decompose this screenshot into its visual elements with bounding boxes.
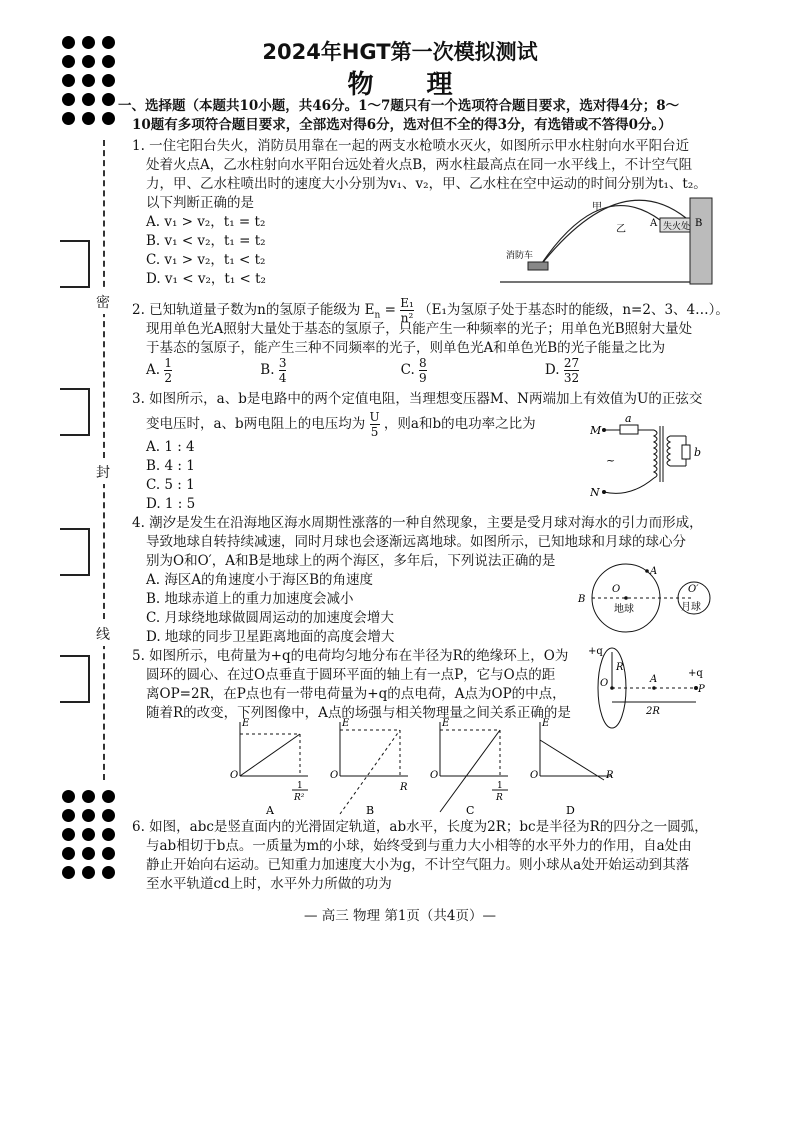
label-point-charge: +q bbox=[688, 668, 703, 679]
svg-text:E: E bbox=[442, 718, 450, 729]
graph-c bbox=[430, 718, 508, 817]
school-field-box bbox=[60, 528, 90, 576]
q1-text: 处着火点A，乙水柱射向水平阳台远处着火点B，两水柱最高点在同一水平线上，不计空气阻 bbox=[146, 157, 693, 173]
q2-line1a: 2. 已知轨道量子数为n的氢原子能级为 E bbox=[132, 302, 375, 318]
name-field-box bbox=[60, 240, 90, 288]
q6-text: 与ab相切于b点。一质量为m的小球，始终受到与重力大小相等的水平外力的作用，自a处由 bbox=[146, 838, 692, 854]
exam-subject: 物 理 bbox=[347, 70, 475, 100]
label-b: B bbox=[578, 594, 586, 605]
graph-a bbox=[230, 718, 308, 817]
q2-option-b: B. $\frac{3}{4}$ bbox=[260, 356, 287, 385]
q2-option-d: D. $\frac{27}{32}$ bbox=[544, 356, 580, 385]
q3-text: 3. 如图所示，a、b是电路中的两个定值电阻，当理想变压器M、N两端加上有效值为U的正弦交 bbox=[132, 391, 703, 407]
label-yi: 乙 bbox=[616, 224, 626, 235]
q5-text: 离OP=2R，在P点也有一带电荷量为+q的点电荷，A点为OP的中点， bbox=[146, 686, 566, 702]
q4-text: 导致地球自转持续减速，同时月球也会逐渐远离地球。如图所示，已知地球和月球的球心分 bbox=[146, 534, 686, 550]
svg-text:R²: R² bbox=[294, 793, 305, 803]
q4-option-a: A. 海区A的角速度小于海区B的角速度 bbox=[146, 572, 374, 588]
q3-option-a: A. 1 : 4 bbox=[146, 439, 195, 455]
q2-energy-fraction: $\frac{\text{E₁}}{\text{n²}}$ bbox=[400, 296, 414, 325]
q2-option-a: A. $\frac{1}{2}$ bbox=[146, 356, 172, 385]
graph-b-label: B bbox=[366, 804, 375, 817]
class-field-box bbox=[60, 388, 90, 436]
q5-text: 圆环的圆心、在过O点垂直于圆环平面的轴上有一点P，它与O点的距 bbox=[146, 667, 556, 683]
q4-text: 4. 潮汐是发生在沿海地区海水周期性涨落的一种自然现象，主要是受月球对海水的引力而形成， bbox=[132, 515, 703, 531]
binding-dots-bottom bbox=[62, 790, 116, 879]
label-2r: 2R bbox=[646, 706, 660, 717]
q6-text: 至水平轨道cd上时，水平外力所做的功为 bbox=[146, 876, 392, 892]
ac-source: ~ bbox=[606, 454, 616, 467]
q1-option-d: D. v₁ < v₂，t₁ < t₂ bbox=[146, 271, 266, 287]
graph-c-line bbox=[440, 730, 500, 812]
graph-b-line bbox=[340, 730, 400, 814]
q2-text: 于基态的氢原子，能产生三种不同频率的光子，则单色光A和单色光B的光子能量之比为 bbox=[146, 340, 666, 356]
svg-text:E: E bbox=[542, 718, 550, 729]
q1-option-c: C. v₁ > v₂，t₁ < t₂ bbox=[146, 252, 266, 268]
water-jet-yi bbox=[540, 200, 686, 266]
svg-text:R: R bbox=[606, 770, 614, 781]
graph-b bbox=[330, 718, 408, 817]
q1-option-a: A. v₁ > v₂，t₁ = t₂ bbox=[146, 214, 266, 230]
svg-text:O: O bbox=[230, 770, 239, 781]
svg-text:1: 1 bbox=[497, 781, 503, 791]
svg-text:O: O bbox=[530, 770, 539, 781]
q2-option-c: C. $\frac{8}{9}$ bbox=[400, 356, 427, 385]
graph-a-label: A bbox=[266, 804, 274, 817]
exam-title: 2024年HGT第一次模拟测试 bbox=[262, 40, 538, 64]
q3-option-d: D. 1 : 5 bbox=[146, 496, 196, 512]
fire-truck bbox=[528, 262, 548, 270]
q4-option-d: D. 地球的同步卫星距离地面的高度会增大 bbox=[146, 629, 395, 645]
q3-circuit bbox=[590, 412, 720, 504]
water-jet-jia bbox=[540, 206, 660, 266]
secondary-coil bbox=[667, 436, 670, 466]
label-a: A bbox=[650, 674, 658, 685]
q2-text: 现用单色光A照射大量处于基态的氢原子，只能产生一种频率的光子；用单色光B照射大量处 bbox=[146, 321, 693, 337]
q5-text: 随着R的改变，下列图像中，A点的场强与相关物理量之间关系正确的是 bbox=[146, 705, 571, 721]
building bbox=[690, 198, 712, 284]
q4-option-c: C. 月球绕地球做圆周运动的加速度会增大 bbox=[146, 610, 394, 626]
label-jia: 甲 bbox=[592, 202, 602, 213]
label-truck: 消防车 bbox=[506, 251, 534, 261]
seal-word-xian: 线 bbox=[96, 622, 110, 646]
label-o: O bbox=[612, 584, 621, 595]
q1-text: 力，甲、乙水柱喷出时的速度大小分别为v₁、v₂，甲、乙水柱在空中运动的时间分别为t₁、t₂。 bbox=[146, 176, 707, 192]
page-footer: — 高三 物理 第1页（共4页）— bbox=[303, 908, 497, 924]
q5-text: 5. 如图所示，电荷量为+q的电荷均匀地分布在半径为R的绝缘环上，O为 bbox=[132, 648, 569, 664]
q1-option-b: B. v₁ < v₂，t₁ = t₂ bbox=[146, 233, 266, 249]
label-o-prime: O′ bbox=[688, 584, 699, 595]
q1-text: 以下判断正确的是 bbox=[146, 195, 254, 211]
q4-text: 别为O和O′，A和B是地球上的两个海区，多年后，下列说法正确的是 bbox=[146, 553, 556, 569]
q3-fraction: $\frac{U}{5}$ bbox=[369, 410, 380, 439]
label-moon: 月球 bbox=[681, 602, 701, 613]
label-b: b bbox=[694, 446, 702, 459]
section-heading: 一、选择题（本题共10小题，共46分。1～7题只有一个选项符合题目要求，选对得4分；8～ bbox=[118, 98, 680, 114]
graph-c-label: C bbox=[466, 804, 475, 817]
svg-text:O: O bbox=[430, 770, 439, 781]
svg-text:O: O bbox=[330, 770, 339, 781]
label-a: a bbox=[625, 412, 632, 425]
q4-option-b: B. 地球赤道上的重力加速度会减小 bbox=[146, 591, 354, 607]
label-a: A bbox=[650, 218, 658, 229]
label-b: B bbox=[695, 218, 703, 229]
primary-coil bbox=[654, 430, 657, 478]
svg-text:E: E bbox=[342, 718, 350, 729]
q6-text: 6. 如图，abc是竖直面内的光滑固定轨道，ab水平，长度为2R；bc是半径为R的四分之一圆弧， bbox=[132, 819, 708, 835]
id-field-box bbox=[60, 655, 90, 703]
q2-options bbox=[146, 356, 579, 385]
q3-line2a: 变电压时，a、b两电阻上的电压均为 bbox=[146, 416, 366, 432]
svg-text:1: 1 bbox=[297, 781, 303, 791]
label-n: N bbox=[590, 486, 600, 499]
label-earth: 地球 bbox=[614, 604, 634, 615]
seal-word-feng: 封 bbox=[96, 460, 110, 484]
label-p: P bbox=[698, 684, 705, 695]
seal-word-mi: 密 bbox=[96, 290, 110, 314]
label-a: A bbox=[650, 566, 658, 577]
q3-line2b: ，则a和b的电功率之比为 bbox=[383, 416, 536, 432]
label-fire: 失火处 bbox=[663, 222, 691, 232]
section-heading-2: 10题有多项符合题目要求，全部选对得6分，选对但不全的得3分，有选错或不答得0分。） bbox=[132, 117, 672, 133]
q4-figure bbox=[576, 562, 720, 636]
q2-text: 2. 已知轨道量子数为n的氢原子能级为 $E_n$ = $\frac{\text{E₁}}{\text{n²}}$ （E₁为氢原子处于基态时的能级，n=2、3、4…）。 bbox=[132, 296, 729, 325]
resistor-b bbox=[682, 445, 690, 459]
q3-option-c: C. 5 : 1 bbox=[146, 477, 195, 493]
graph-d-line bbox=[540, 740, 604, 780]
svg-text:E: E bbox=[242, 718, 250, 729]
graph-d bbox=[530, 718, 614, 817]
graph-d-label: D bbox=[566, 804, 575, 817]
label-o: O bbox=[600, 678, 609, 689]
label-ring-charge: +q bbox=[588, 646, 603, 657]
label-r: R bbox=[616, 662, 624, 673]
graph-a-line bbox=[240, 734, 300, 776]
q2-line1b: （E₁为氢原子处于基态时的能级，n=2、3、4…）。 bbox=[418, 302, 729, 318]
q5-graphs bbox=[222, 716, 622, 818]
resistor-a bbox=[620, 425, 638, 434]
q3-option-b: B. 4 : 1 bbox=[146, 458, 195, 474]
label-m: M bbox=[590, 424, 602, 437]
svg-text:R: R bbox=[400, 782, 408, 793]
svg-text:R: R bbox=[496, 793, 503, 803]
q6-text: 静止开始向右运动。已知重力加速度大小为g，不计空气阻力。则小球从a处开始运动到其落 bbox=[146, 857, 690, 873]
q3-text-2 bbox=[146, 410, 536, 439]
q1-figure bbox=[500, 196, 716, 286]
q1-text: 1. 一住宅阳台失火，消防员用靠在一起的两支水枪喷水灭火，如图所示甲水柱射向水平阳台近 bbox=[132, 138, 690, 154]
